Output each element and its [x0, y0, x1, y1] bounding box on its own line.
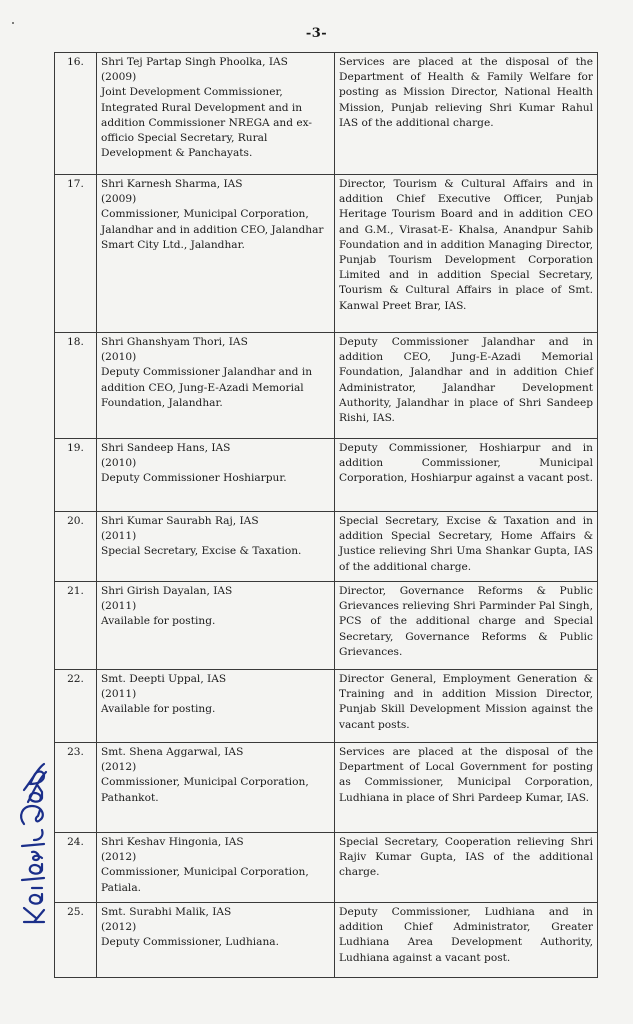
officer-batch: (2012) — [101, 921, 137, 934]
officer-cell — [97, 439, 335, 512]
officer-name: Shri Tej Partap Singh Phoolka, IAS — [101, 56, 288, 68]
officer-name: Shri Kumar Saurabh Raj, IAS — [101, 515, 259, 527]
handwritten-signature — [14, 760, 54, 930]
new-posting: Director, Governance Reforms & Public Grievances relieving Shri Parminder Pal Singh, PCS of the additional charge and Special Secretary, Governance Reforms & Public Grievances. — [335, 582, 598, 670]
officer-name: Shri Sandeep Hans, IAS — [101, 442, 231, 454]
current-post: Special Secretary, Excise & Taxation. — [101, 545, 302, 558]
officer-cell — [97, 582, 335, 670]
serial-number: 23. — [55, 743, 97, 833]
serial-number: 18. — [55, 333, 97, 439]
officer-batch: (2012) — [101, 761, 137, 774]
officer-name: Shri Karnesh Sharma, IAS — [101, 178, 243, 190]
officer-batch: (2011) — [101, 688, 137, 701]
serial-number: 25. — [55, 903, 97, 978]
serial-number: 16. — [55, 53, 97, 175]
page-number: -3- — [305, 26, 328, 41]
officer-cell — [97, 833, 335, 903]
table-row — [55, 333, 598, 439]
serial-number: 22. — [55, 670, 97, 743]
table-row — [55, 833, 598, 903]
officer-name: Shri Keshav Hingonia, IAS — [101, 836, 244, 848]
officer-batch: (2009) — [101, 193, 137, 206]
new-posting: Services are placed at the disposal of the Department of Local Government for posting as Commissioner, Municipal Corporation, Ludhiana in place of Shri Pardeep Kumar, IAS. — [335, 743, 598, 833]
new-posting: Deputy Commissioner, Ludhiana and in addition Chief Administrator, Greater Ludhiana Area Development Authority, Ludhiana against a vacant post. — [335, 903, 598, 978]
new-posting: Special Secretary, Excise & Taxation and in addition Special Secretary, Home Affairs & Justice relieving Shri Uma Shankar Gupta, IAS of the additional charge. — [335, 512, 598, 582]
current-post: Commissioner, Municipal Corporation, Pathankot. — [101, 776, 309, 804]
table-row — [55, 512, 598, 582]
table-row — [55, 53, 598, 175]
officer-cell — [97, 333, 335, 439]
officer-name: Shri Girish Dayalan, IAS — [101, 585, 233, 597]
officer-name: Smt. Deepti Uppal, IAS — [101, 673, 227, 685]
current-post: Available for posting. — [101, 703, 216, 716]
new-posting: Director General, Employment Generation & Training and in addition Mission Director, Punjab Skill Development Mission against the vacant posts. — [335, 670, 598, 743]
officer-batch: (2011) — [101, 530, 137, 543]
scan-mark — [12, 22, 14, 24]
new-posting: Director, Tourism & Cultural Affairs and in addition Chief Executive Officer, Punjab Heritage Tourism Board and in addition CEO and G.M., Virasat-E- Khalsa, Anandpur Sahib Foundation and in addition Managing Director, Punjab Tourism Development Corporation Limited and in addition Special Secretary, Tourism & Cultural Affairs in place of Smt. Kanwal Preet Brar, IAS. — [335, 175, 598, 333]
officer-name: Shri Ghanshyam Thori, IAS — [101, 336, 248, 348]
serial-number: 19. — [55, 439, 97, 512]
current-post: Deputy Commissioner, Ludhiana. — [101, 936, 279, 949]
table-row — [55, 743, 598, 833]
officer-name: Smt. Shena Aggarwal, IAS — [101, 746, 244, 758]
new-posting: Special Secretary, Cooperation relieving Shri Rajiv Kumar Gupta, IAS of the additional charge. — [335, 833, 598, 903]
new-posting: Deputy Commissioner Jalandhar and in addition CEO, Jung-E-Azadi Memorial Foundation, Jalandhar and in addition Chief Administrator, Jalandhar Development Authority, Jalandhar in place of Shri Sandeep Rishi, IAS. — [335, 333, 598, 439]
serial-number: 17. — [55, 175, 97, 333]
new-posting: Services are placed at the disposal of the Department of Health & Family Welfare for posting as Mission Director, National Health Mission, Punjab relieving Shri Kumar Rahul IAS of the additional charge. — [335, 53, 598, 175]
officer-batch: (2009) — [101, 71, 137, 84]
table-row — [55, 439, 598, 512]
new-posting: Deputy Commissioner, Hoshiarpur and in addition Commissioner, Municipal Corporation, Hoshiarpur against a vacant post. — [335, 439, 598, 512]
officer-cell — [97, 743, 335, 833]
officer-batch: (2010) — [101, 457, 137, 470]
table-row — [55, 670, 598, 743]
officer-name: Smt. Surabhi Malik, IAS — [101, 906, 232, 918]
officer-cell — [97, 512, 335, 582]
table-row — [55, 903, 598, 978]
officer-batch: (2012) — [101, 851, 137, 864]
current-post: Deputy Commissioner Jalandhar and in addition CEO, Jung-E-Azadi Memorial Foundation, Jalandhar. — [101, 366, 313, 409]
current-post: Available for posting. — [101, 615, 216, 628]
table-row — [55, 582, 598, 670]
serial-number: 21. — [55, 582, 97, 670]
officer-cell — [97, 670, 335, 743]
officer-cell — [97, 53, 335, 175]
current-post: Commissioner, Municipal Corporation, Jalandhar and in addition CEO, Jalandhar Smart City Ltd., Jalandhar. — [101, 208, 324, 251]
current-post: Commissioner, Municipal Corporation, Patiala. — [101, 866, 309, 894]
current-post: Deputy Commissioner Hoshiarpur. — [101, 472, 287, 485]
posting-orders-table — [54, 52, 598, 978]
officer-cell — [97, 175, 335, 333]
officer-cell — [97, 903, 335, 978]
officer-batch: (2011) — [101, 600, 137, 613]
officer-batch: (2010) — [101, 351, 137, 364]
table-row — [55, 175, 598, 333]
current-post: Joint Development Commissioner, Integrated Rural Development and in addition Commissioner NREGA and ex-officio Special Secretary, Rural Development & Panchayats. — [101, 86, 312, 160]
serial-number: 20. — [55, 512, 97, 582]
serial-number: 24. — [55, 833, 97, 903]
